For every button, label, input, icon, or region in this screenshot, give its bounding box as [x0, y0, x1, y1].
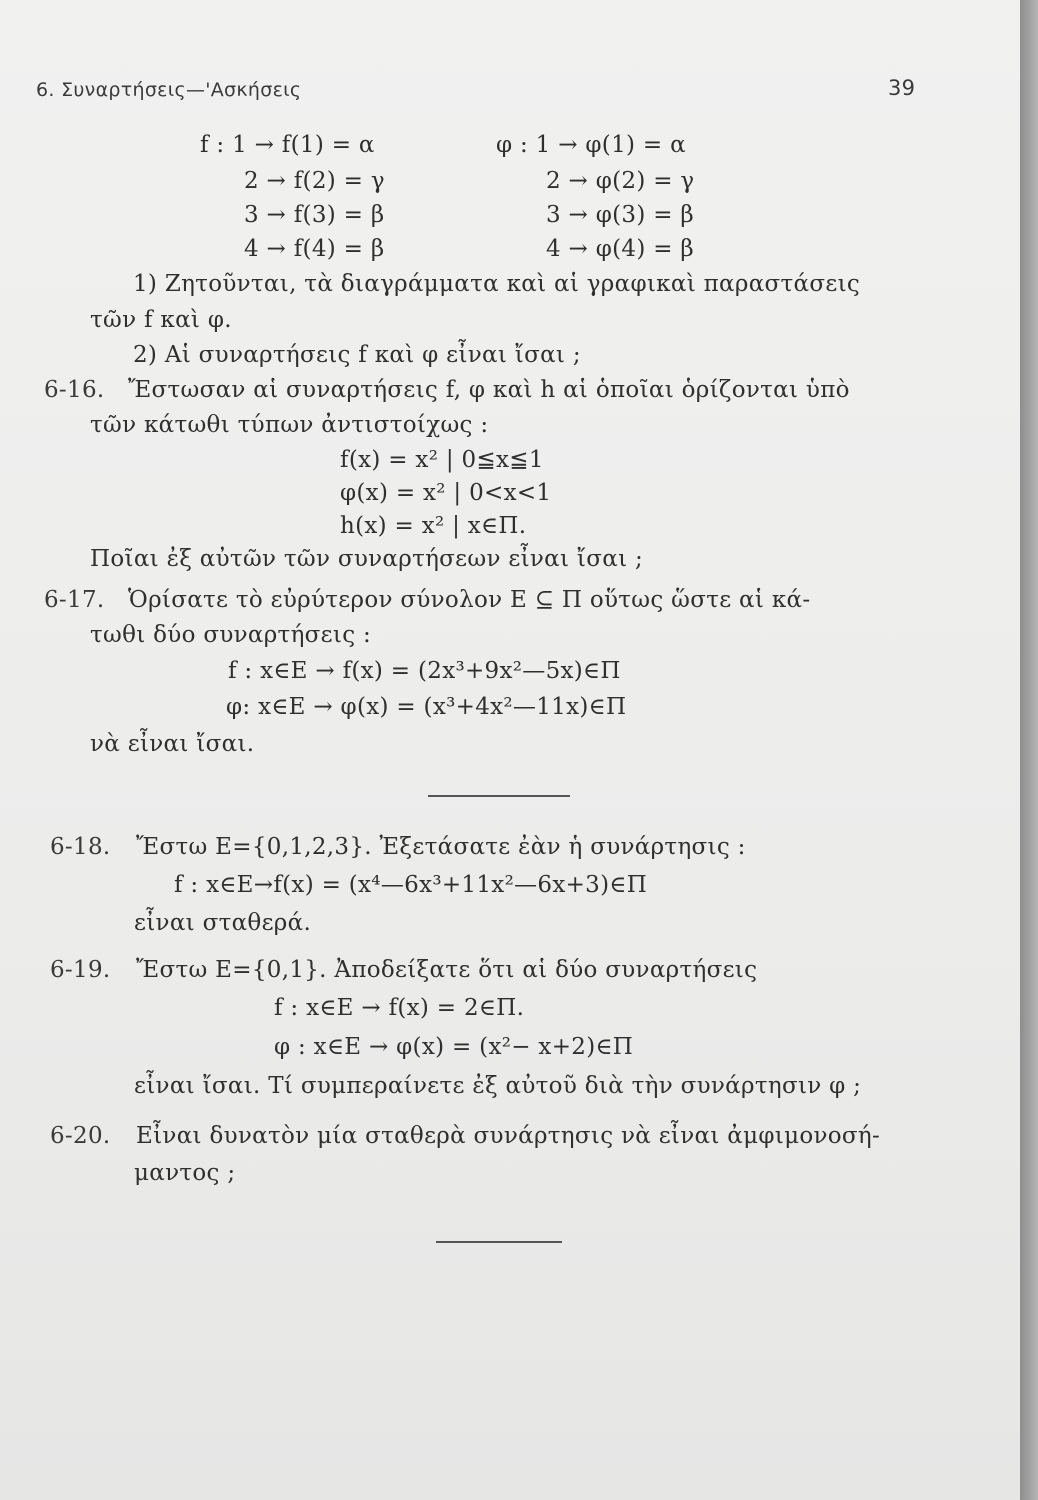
section-divider — [428, 795, 570, 797]
formula: φ : x∈E → φ(x) = (x²− x+2)∈Π — [274, 1034, 634, 1060]
formula: f : x∈E → f(x) = 2∈Π. — [274, 995, 525, 1021]
mapping-f-row: 3 → f(3) = β — [244, 202, 385, 228]
formula: f : x∈E→f(x) = (x⁴—6x³+11x²—6x+3)∈Π — [174, 872, 648, 898]
formula: φ: x∈E → φ(x) = (x³+4x²—11x)∈Π — [226, 694, 627, 720]
mapping-phi-row: 2 → φ(2) = γ — [546, 168, 695, 194]
mapping-f-row: 4 → f(4) = β — [244, 236, 385, 262]
running-header: 6. Συναρτήσεις—'Ασκήσεις — [36, 79, 302, 101]
mapping-phi-row: 3 → φ(3) = β — [546, 202, 695, 228]
formula: φ(x) = x² | 0<x<1 — [340, 480, 552, 506]
exercise-number: 6-16. — [44, 377, 105, 403]
exercise-text: Ἔστωσαν αἱ συναρτήσεις f, φ καὶ h αἱ ὁποῖαι ὁρίζονται ὑπὸ — [128, 377, 850, 403]
exercise-text: Ἔστω Ε={0,1}. Ἀποδείξατε ὅτι αἱ δύο συναρτήσεις — [136, 957, 758, 983]
exercise-text: τωθι δύο συναρτήσεις : — [90, 622, 372, 648]
exercise-text: Ἔστω Ε={0,1,2,3}. Ἐξετάσατε ἐὰν ἡ συνάρτησις : — [136, 834, 746, 860]
exercise-closing: εἶναι σταθερά. — [134, 910, 312, 936]
exercise-text: Ὁρίσατε τὸ εὐρύτερον σύνολον Ε ⊆ Π οὕτως ὥστε αἱ κά- — [128, 587, 811, 613]
exercise-number: 6-20. — [50, 1123, 111, 1149]
mapping-f-row: 2 → f(2) = γ — [244, 168, 385, 194]
exercise-closing: εἶναι ἴσαι. Τί συμπεραίνετε ἐξ αὐτοῦ διὰ τὴν συνάρτησιν φ ; — [134, 1073, 862, 1099]
exercise-number: 6-18. — [50, 834, 111, 860]
question-1-line-2: τῶν f καὶ φ. — [90, 307, 232, 333]
exercise-closing: νὰ εἶναι ἴσαι. — [90, 731, 255, 757]
mapping-f-row: f : 1 → f(1) = α — [200, 132, 375, 158]
formula: f(x) = x² | 0≦x≦1 — [340, 447, 544, 473]
question-2: 2) Αἱ συναρτήσεις f καὶ φ εἶναι ἴσαι ; — [133, 342, 581, 368]
formula: h(x) = x² | x∈Π. — [340, 513, 527, 539]
exercise-text: τῶν κάτωθι τύπων ἀντιστοίχως : — [90, 412, 489, 438]
exercise-number: 6-17. — [44, 587, 105, 613]
exercise-closing: Ποῖαι ἐξ αὐτῶν τῶν συναρτήσεων εἶναι ἴσαι ; — [90, 546, 644, 572]
page-edge — [1020, 0, 1038, 1500]
page-number: 39 — [888, 76, 916, 100]
exercise-text: μαντος ; — [134, 1160, 236, 1186]
exercise-text: Εἶναι δυνατὸν μία σταθερὰ συνάρτησις νὰ εἶναι ἀμφιμονοσή- — [136, 1123, 881, 1149]
mapping-phi-row: φ : 1 → φ(1) = α — [496, 132, 686, 158]
exercise-number: 6-19. — [50, 957, 111, 983]
end-divider — [436, 1241, 562, 1243]
mapping-phi-row: 4 → φ(4) = β — [546, 236, 695, 262]
question-1-line-1: 1) Ζητοῦνται, τὰ διαγράμματα καὶ αἱ γραφικαὶ παραστάσεις — [133, 271, 861, 297]
formula: f : x∈E → f(x) = (2x³+9x²—5x)∈Π — [228, 658, 621, 684]
